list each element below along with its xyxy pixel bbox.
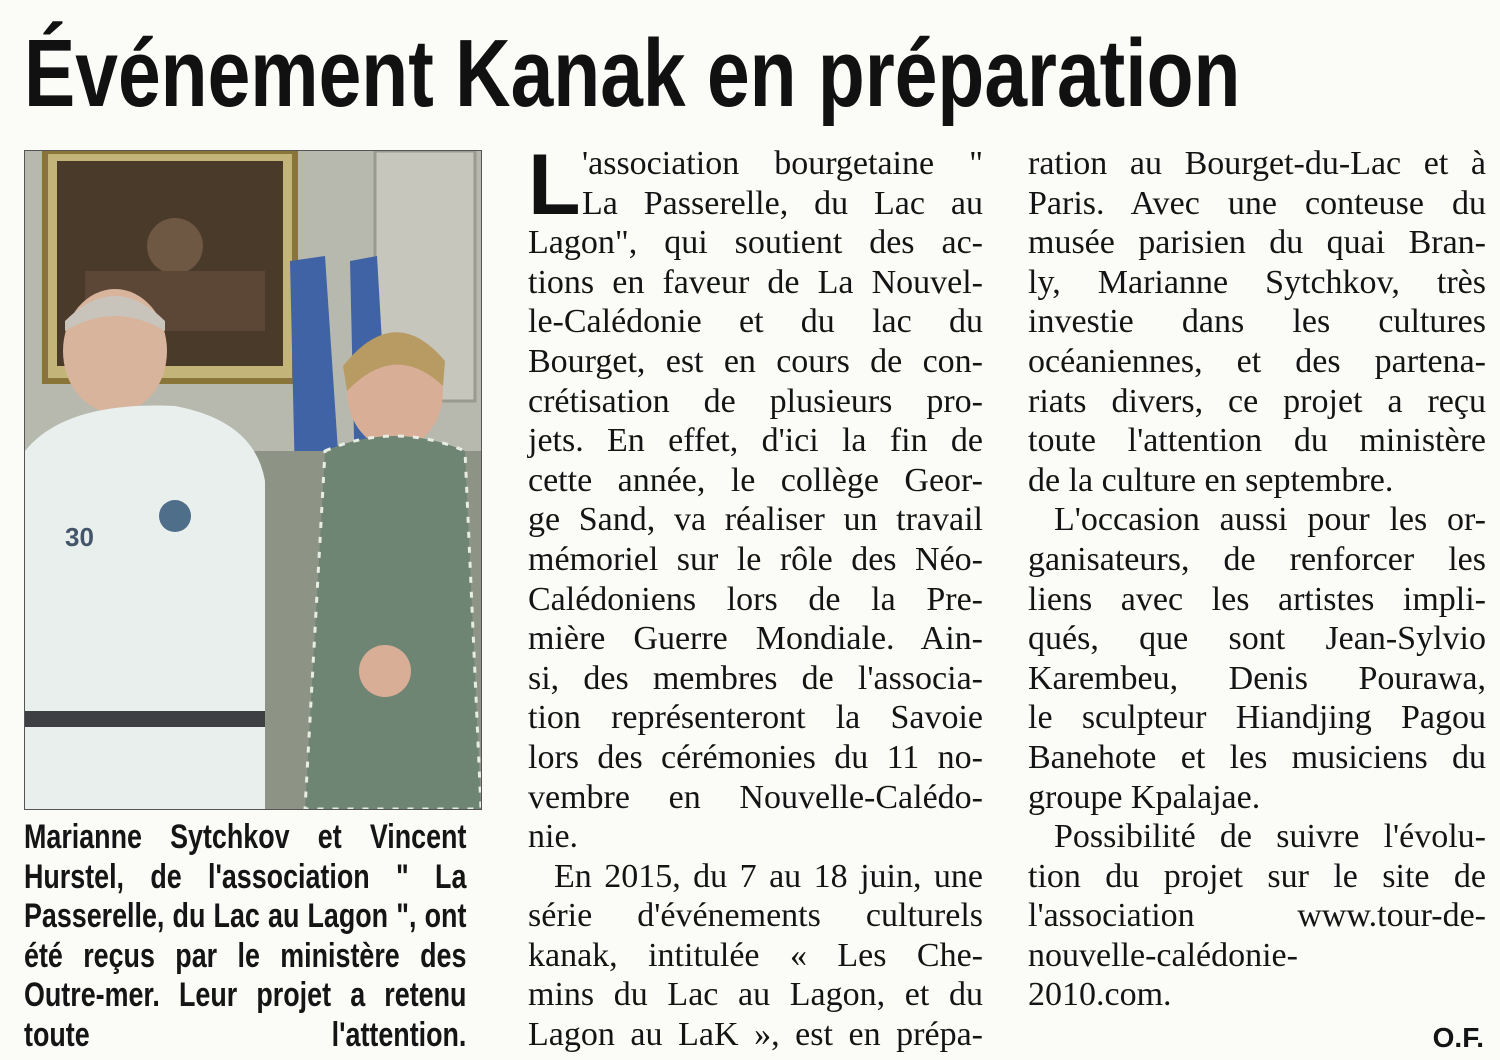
- text-line: ge Sand, va réaliser un travail: [528, 501, 983, 539]
- paragraph-1: [528, 137, 983, 857]
- text-line: Lagon", qui soutient des ac-: [528, 224, 983, 262]
- text-line: mière Guerre Mondiale. Ain-: [528, 620, 983, 658]
- text-line: ganisateurs, de renforcer les: [1028, 540, 1486, 578]
- caption-line: Outre-mer. Leur projet a retenu: [24, 976, 467, 1015]
- text-line: série d'événements culturels: [528, 897, 983, 935]
- caption-line: Marianne Sytchkov et Vincent: [24, 818, 467, 856]
- text-line: Paris. Avec une conteuse du: [1028, 184, 1486, 222]
- text-line: Calédoniens lors de la Pre-: [528, 580, 983, 618]
- text-line: Lagon au LaK », est en prépa-: [528, 1016, 983, 1054]
- text-line: investie dans les cultures: [1028, 303, 1486, 341]
- text-line: kanak, intitulée « Les Che-: [528, 936, 983, 974]
- photo-caption: [24, 818, 466, 1056]
- text-line: Bourget, est en cours de con-: [528, 342, 983, 380]
- caption-line: toute l'attention.: [24, 1015, 467, 1054]
- text-line: nie.: [528, 818, 579, 856]
- caption-line: Hurstel, de l'association " La: [24, 857, 467, 896]
- paragraph-4: [1028, 500, 1486, 817]
- text-line: Karembeu, Denis Pourawa,: [1028, 659, 1486, 697]
- article-photo: [24, 150, 482, 810]
- text-line: toute l'attention du ministère: [1028, 422, 1486, 460]
- text-line: mins du Lac au Lagon, et du: [528, 976, 983, 1014]
- paragraph-3: [1028, 144, 1486, 500]
- article-column-2: [528, 137, 983, 1055]
- text-line: groupe Kpalajae.: [1028, 778, 1261, 816]
- text-line: ration au Bourget-du-Lac et à: [1028, 145, 1486, 182]
- article-column-3: [1028, 144, 1486, 1015]
- text-line: de la culture en septembre.: [1028, 461, 1394, 499]
- text-line: cette année, le collège Geor-: [528, 461, 983, 499]
- text-line: En 2015, du 7 au 18 juin, une: [554, 857, 983, 895]
- text-line: 2010.com.: [1028, 976, 1172, 1014]
- text-line: le sculpteur Hiandjing Pagou: [1028, 699, 1486, 737]
- text-line: liens avec les artistes impli-: [1028, 580, 1486, 618]
- text-line: La Passerelle, du Lac au: [582, 184, 983, 222]
- text-line: crétisation de plusieurs pro-: [528, 382, 983, 420]
- text-line: 'association bourgetaine ": [582, 145, 983, 182]
- text-line: tion du projet sur le site de: [1028, 857, 1486, 895]
- text-line: L'occasion aussi pour les or-: [1054, 501, 1486, 539]
- text-line: l'association www.tour-de-: [1028, 897, 1486, 935]
- text-line: lors des cérémonies du 11 no-: [528, 738, 983, 776]
- headline: Événement Kanak en préparation: [24, 20, 1241, 127]
- text-line: nouvelle-calédonie-: [1028, 936, 1298, 974]
- text-line: Banehote et les musiciens du: [1028, 738, 1486, 776]
- text-line: jets. En effet, d'ici la fin de: [528, 422, 983, 460]
- author-signature: O.F.: [1432, 1022, 1484, 1053]
- text-line: musée parisien du quai Bran-: [1028, 224, 1486, 262]
- caption-line: Passerelle, du Lac au Lagon ", ont: [24, 897, 467, 936]
- paragraph-5: [1028, 817, 1486, 1015]
- text-line: vembre en Nouvelle-Calédo-: [528, 778, 983, 816]
- text-line: Possibilité de suivre l'évolu-: [1054, 818, 1486, 856]
- text-line: riats divers, ce projet a reçu: [1028, 382, 1486, 420]
- text-line: si, des membres de l'associa-: [528, 659, 983, 697]
- caption-line: été reçus par le ministère des: [24, 936, 467, 975]
- text-line: tions en faveur de La Nouvel-: [528, 263, 983, 301]
- text-line: qués, que sont Jean-Sylvio: [1028, 620, 1486, 658]
- text-line: le-Calédonie et du lac du: [528, 303, 983, 341]
- text-line: mémoriel sur le rôle des Néo-: [528, 540, 983, 578]
- text-line: océaniennes, et des partena-: [1028, 342, 1486, 380]
- text-line: ly, Marianne Sytchkov, très: [1028, 263, 1486, 301]
- drop-cap: L: [528, 137, 581, 233]
- photo-illustration: [25, 151, 481, 809]
- text-line: tion représenteront la Savoie: [528, 699, 983, 737]
- paragraph-2: [528, 857, 983, 1055]
- svg-text:30: 30: [65, 522, 94, 552]
